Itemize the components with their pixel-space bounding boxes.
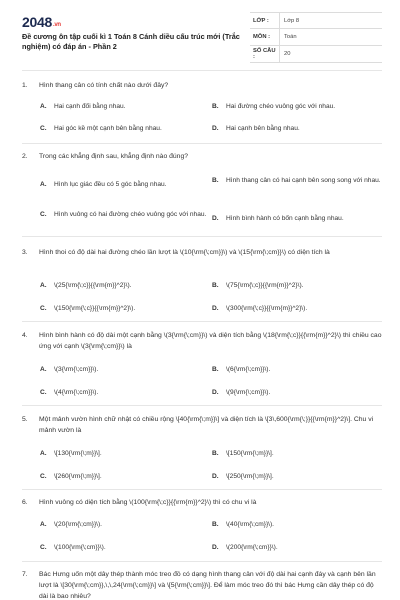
- meta-value: Lớp 8: [279, 13, 382, 28]
- option-letter: D.: [212, 544, 219, 551]
- option-a[interactable]: [40, 449, 210, 459]
- option-text: Hình bình hành có bốn cạnh bằng nhau.: [226, 215, 344, 222]
- option-a[interactable]: [40, 102, 210, 112]
- option-letter: B.: [212, 103, 219, 110]
- meta-value: 20: [279, 46, 382, 62]
- question-text: Bác Hưng uốn một dây thép thành móc treo đồ có dạng hình thang cân với độ dài hai cạnh đáy và cạnh bên lần lượt là \[30{\rm{\;cm}},\,\,24{\rm{\;cm}}\] và \[5{\rm{\;cm}}\]. Để làm móc treo đó thì bác Hưng cần dây thép có độ dài là bao nhiêu?: [39, 571, 376, 600]
- option-c[interactable]: [40, 304, 210, 314]
- option-letter: A.: [40, 181, 47, 188]
- option-c[interactable]: [40, 124, 210, 134]
- question-number: 2.: [22, 153, 28, 160]
- divider: [22, 70, 382, 71]
- option-text: Hai cạnh bên bằng nhau.: [226, 125, 300, 132]
- option-letter: C.: [40, 125, 47, 132]
- option-text: \(9{\rm{\;cm}}\).: [226, 389, 271, 396]
- question-number: 7.: [22, 571, 28, 578]
- question-number: 6.: [22, 499, 28, 506]
- option-c[interactable]: [40, 543, 210, 553]
- meta-label: MÔN :: [253, 34, 271, 40]
- option-b[interactable]: [212, 176, 382, 186]
- question-stem: [22, 151, 382, 162]
- option-letter: A.: [40, 366, 47, 373]
- option-letter: C.: [40, 211, 47, 218]
- option-text: \(75{\rm{\;c}}{{\rm{m}}^2}\).: [226, 282, 304, 289]
- option-text: \[250{\rm{\;m}}\].: [226, 473, 274, 480]
- meta-row-subject: [250, 29, 382, 46]
- question-number: 5.: [22, 416, 28, 423]
- option-a[interactable]: [40, 180, 210, 190]
- meta-row-count: [250, 46, 382, 63]
- option-text: \(6{\rm{\;cm}}\).: [226, 366, 271, 373]
- option-b[interactable]: [212, 449, 382, 459]
- option-d[interactable]: [212, 472, 382, 482]
- meta-label: LỚP :: [253, 17, 269, 24]
- option-letter: C.: [40, 473, 47, 480]
- option-d[interactable]: [212, 543, 382, 553]
- option-letter: B.: [212, 282, 219, 289]
- option-text: \(20{\rm{\;cm}}\).: [54, 521, 103, 528]
- option-b[interactable]: [212, 365, 382, 375]
- question-stem: [22, 80, 382, 91]
- option-b[interactable]: [212, 102, 382, 112]
- question-number: 1.: [22, 82, 28, 89]
- question-stem: [22, 414, 382, 436]
- question-text: Hình thoi có độ dài hai đường chéo lần lượt là \(10{\rm{\;cm}}\) và \(15{\rm{\;cm}}\) có diện tích là: [39, 249, 330, 256]
- option-text: \(100{\rm{\;cm}}\).: [54, 544, 106, 551]
- option-text: Hình vuông có hai đường chéo vuông góc với nhau.: [54, 211, 207, 218]
- option-text: \(40{\rm{\;cm}}\).: [226, 521, 275, 528]
- option-b[interactable]: [212, 520, 382, 530]
- question-number: 3.: [22, 249, 28, 256]
- option-c[interactable]: [40, 472, 210, 482]
- divider: [22, 321, 382, 322]
- divider: [22, 236, 382, 237]
- option-text: Hai góc kề một cạnh bên bằng nhau.: [54, 125, 162, 132]
- option-text: \(4{\rm{\;cm}}\).: [54, 389, 99, 396]
- logo-text: 2048: [22, 14, 52, 30]
- meta-value: Toán: [279, 29, 382, 45]
- option-d[interactable]: [212, 304, 382, 314]
- option-letter: D.: [212, 473, 219, 480]
- option-letter: C.: [40, 389, 47, 396]
- question-stem: [22, 569, 382, 600]
- divider: [22, 405, 382, 406]
- option-text: Hai cạnh đối bằng nhau.: [54, 103, 126, 110]
- option-letter: D.: [212, 389, 219, 396]
- option-c[interactable]: [40, 210, 210, 220]
- option-a[interactable]: [40, 281, 210, 291]
- divider: [22, 143, 382, 144]
- option-letter: A.: [40, 103, 47, 110]
- divider: [22, 489, 382, 490]
- question-stem: [22, 497, 382, 508]
- option-text: \[150{\rm{\;m}}\].: [226, 450, 274, 457]
- option-letter: D.: [212, 125, 219, 132]
- option-b[interactable]: [212, 281, 382, 291]
- option-letter: D.: [212, 305, 219, 312]
- question-text: Hình bình hành có độ dài một cạnh bằng \(3{\rm{\;cm}}\) và diện tích bằng \(18{\rm{\;c}}{{\rm{m}}^2}\) thì chiều cao ứng với cạnh \(3{\rm{\;cm}}\) là: [39, 332, 382, 350]
- option-a[interactable]: [40, 365, 210, 375]
- option-a[interactable]: [40, 520, 210, 530]
- meta-table: [250, 12, 382, 63]
- option-text: \[260{\rm{\;m}}\].: [54, 473, 102, 480]
- logo-suffix: .vn: [52, 22, 61, 28]
- option-letter: C.: [40, 305, 47, 312]
- option-text: \(25{\rm{\;c}}{{\rm{m}}^2}\).: [54, 282, 132, 289]
- option-text: Hình lục giác đều có 5 góc bằng nhau.: [54, 181, 167, 188]
- site-logo[interactable]: [22, 14, 61, 30]
- document-title: Đề cương ôn tập cuối kì 1 Toán 8 Cánh diều cấu trúc mới (Trắc nghiệm) có đáp án - Phần 2: [22, 32, 240, 51]
- option-text: \(150{\rm{\;c}}{{\rm{m}}^2}\).: [54, 305, 136, 312]
- option-letter: B.: [212, 177, 219, 184]
- divider: [22, 561, 382, 562]
- option-d[interactable]: [212, 214, 382, 224]
- option-letter: A.: [40, 282, 47, 289]
- option-d[interactable]: [212, 124, 382, 134]
- option-letter: B.: [212, 366, 219, 373]
- question-stem: [22, 330, 382, 352]
- meta-label: SỐ CÂU :: [253, 48, 276, 60]
- question-number: 4.: [22, 332, 28, 339]
- option-letter: B.: [212, 521, 219, 528]
- option-text: Hai đường chéo vuông góc với nhau.: [226, 103, 336, 110]
- document-header: [0, 0, 400, 68]
- option-text: \(300{\rm{\;c}}{{\rm{m}}^2}\).: [226, 305, 308, 312]
- meta-row-class: [250, 12, 382, 29]
- option-text: Hình thang cân có hai cạnh bên song song với nhau.: [226, 177, 381, 184]
- option-letter: C.: [40, 544, 47, 551]
- option-letter: A.: [40, 450, 47, 457]
- question-text: Một mảnh vườn hình chữ nhật có chiều rộng \[40{\rm{\;m}}\] và diện tích là \[3\,600{\rm{\;}}{{\rm{m}}^2}\]. Chu vi mảnh vườn là: [39, 416, 374, 434]
- option-letter: B.: [212, 450, 219, 457]
- question-text: Hình vuông có diện tích bằng \(100{\rm{\;c}}{{\rm{m}}^2}\) thì có chu vi là: [39, 499, 257, 506]
- option-text: \(200{\rm{\;cm}}\).: [226, 544, 278, 551]
- option-text: \[130{\rm{\;m}}\].: [54, 450, 102, 457]
- question-text: Trong các khẳng định sau, khẳng định nào đúng?: [39, 153, 189, 160]
- option-d[interactable]: [212, 388, 382, 398]
- option-letter: A.: [40, 521, 47, 528]
- option-c[interactable]: [40, 388, 210, 398]
- option-text: \(3{\rm{\;cm}}\).: [54, 366, 99, 373]
- question-text: Hình thang cân có tính chất nào dưới đây?: [39, 82, 169, 89]
- question-stem: [22, 247, 382, 258]
- option-letter: D.: [212, 215, 219, 222]
